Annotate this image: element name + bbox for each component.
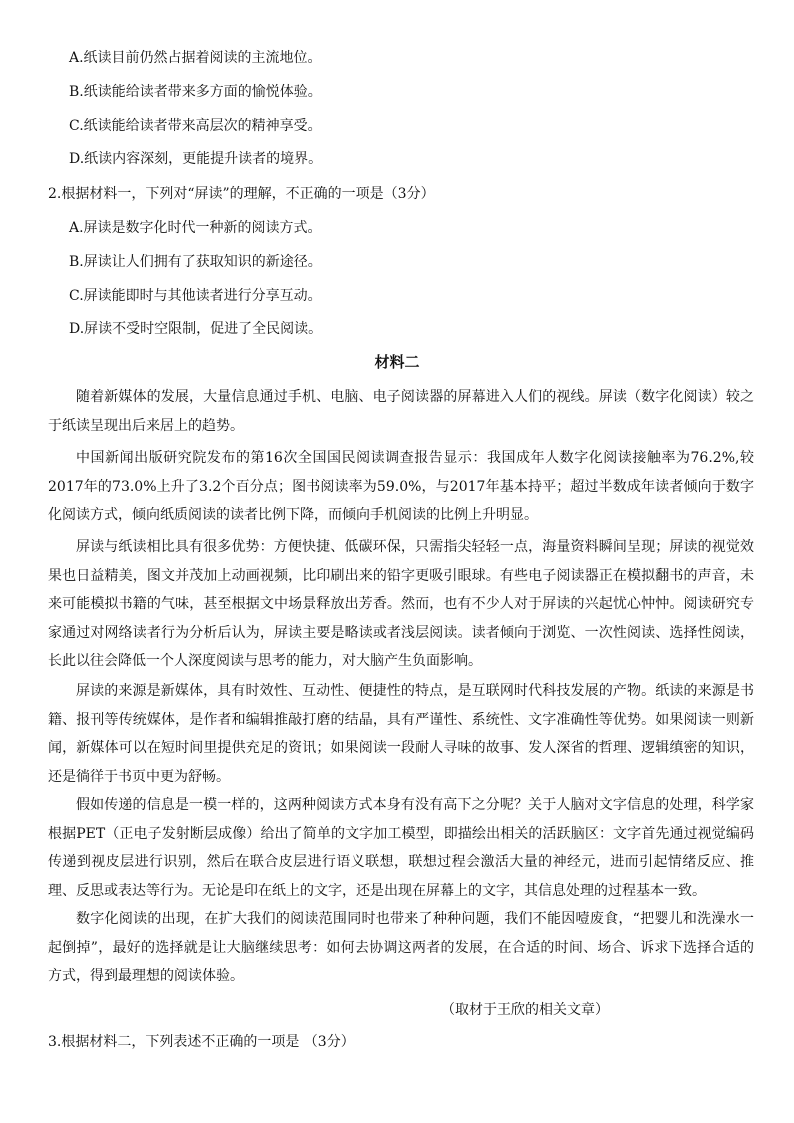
q1-option-b: B.纸读能给读者带来多方面的愉悦体验。 (69, 84, 322, 100)
material2-paragraph-1: 随着新媒体的发展，大量信息通过手机、电脑、电子阅读器的屏幕进入人们的视线。屏读（数字化阅读）较之于纸读呈现出后来居上的趋势。 (48, 389, 754, 434)
q1-option-a: A.纸读目前仍然占据着阅读的主流地位。 (69, 50, 322, 66)
q2-option-d: D.屏读不受时空限制，促进了全民阅读。 (69, 321, 323, 337)
material2-paragraph-6: 数字化阅读的出现，在扩大我们的阅读范围同时也带来了种种问题，我们不能因噎废食，“把婴儿和洗澡水一起倒掉”，最好的选择就是让大脑继续思考：如何去协调这两者的发展，在合适的时间、场合、诉求下选择合适的方式，得到最理想的阅读体验。 (48, 911, 754, 985)
q3-stem: 3.根据材料二，下列表述不正确的一项是 （3分） (48, 1034, 355, 1050)
q2-stem: 2.根据材料一，下列对“屏读”的理解，不正确的一项是（3分） (48, 186, 435, 202)
material2-paragraph-4: 屏读的来源是新媒体，具有时效性、互动性、便捷性的特点，是互联网时代科技发展的产物。纸读的来源是书籍、报刊等传统媒体，是作者和编辑推敲打磨的结晶，具有严谨性、系统性、文字准确性等优势。如果阅读一则新闻，新媒体可以在短时间里提供充足的资讯；如果阅读一段耐人寻味的故事、发人深省的哲理、逻辑缜密的知识，还是徜徉于书页中更为舒畅。 (48, 683, 754, 785)
material2-source: （取材于王欣的相关文章） (441, 1002, 609, 1018)
material2-paragraph-3: 屏读与纸读相比具有很多优势：方便快捷、低碳环保，只需指尖轻轻一点，海量资料瞬间呈现；屏读的视觉效果也日益精美，图文并茂加上动画视频，比印刷出来的铅字更吸引眼球。有些电子阅读器正在模拟翻书的声音，未来可能模拟书籍的气味，甚至根据文中场景释放出芳香。然而，也有不少人对于屏读的兴起忧心忡忡。阅读研究专家通过对网络读者行为分析后认为，屏读主要是略读或者浅层阅读。读者倾向于浏览、一次性阅读、选择性阅读，长此以往会降低一个人深度阅读与思考的能力，对大脑产生负面影响。 (48, 539, 754, 670)
material2-paragraph-2: 中国新闻出版研究院发布的第16次全国国民阅读调查报告显示：我国成年人数字化阅读接触率为76.2%,较2017年的73.0%上升了3.2个百分点；图书阅读率为59.0%，与2017年基本持平；超过半数成年读者倾向于数字化阅读方式，倾向纸质阅读的读者比例下降，而倾向手机阅读的比例上升明显。 (48, 450, 754, 524)
q2-option-a: A.屏读是数字化时代一种新的阅读方式。 (69, 220, 322, 236)
q1-option-d: D.纸读内容深刻，更能提升读者的境界。 (69, 151, 323, 167)
material2-paragraph-5: 假如传递的信息是一模一样的，这两种阅读方式本身有没有高下之分呢？关于人脑对文字信息的处理，科学家根据PET（正电子发射断层成像）给出了简单的文字加工模型，即描绘出相关的活跃脑区：文字首先通过视觉编码传递到视皮层进行识别，然后在联合皮层进行语义联想，联想过程会激活大量的神经元，进而引起情绪反应、推理、反思或表达等行为。无论是印在纸上的文字，还是出现在屏幕上的文字，其信息处理的过程基本一致。 (48, 797, 754, 899)
material2-title: 材料二 (374, 353, 420, 371)
q2-option-b: B.屏读让人们拥有了获取知识的新途径。 (69, 254, 322, 270)
q1-option-c: C.纸读能给读者带来高层次的精神享受。 (69, 118, 322, 134)
q2-option-c: C.屏读能即时与其他读者进行分享互动。 (69, 288, 322, 304)
